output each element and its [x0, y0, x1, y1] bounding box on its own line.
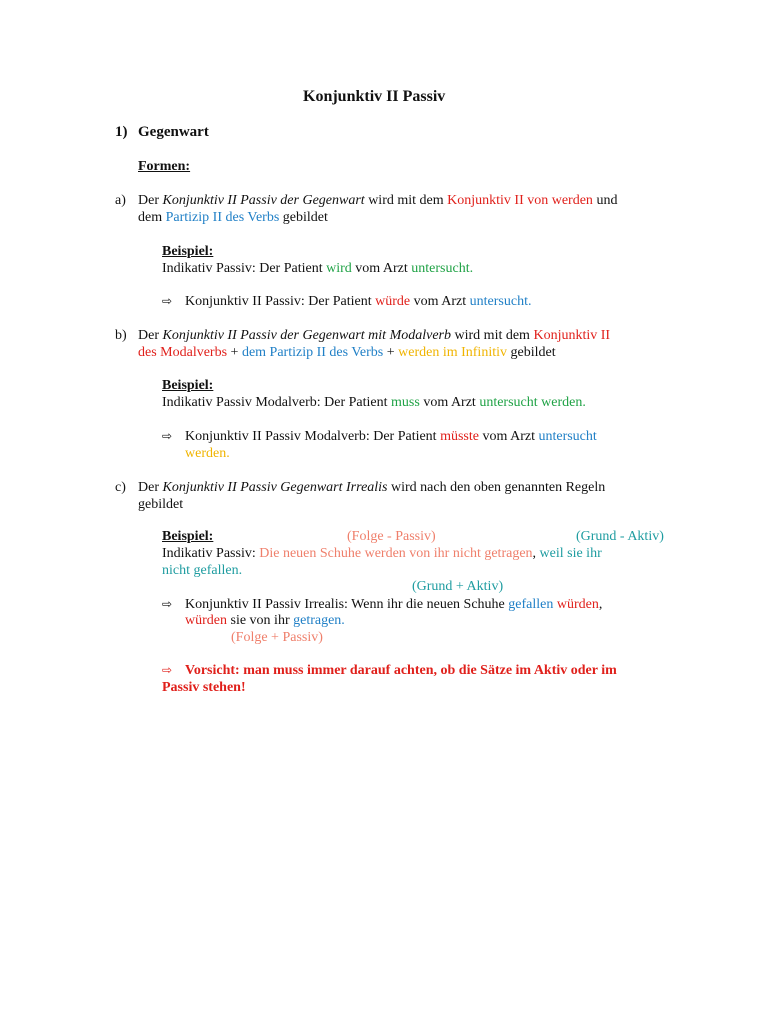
beispiel-label-b: Beispiel:	[162, 378, 214, 393]
konjunktiv-term: Konjunktiv II von werden	[447, 193, 593, 208]
konjunktiv-term: Konjunktiv II	[533, 328, 611, 343]
example-a2	[185, 293, 531, 310]
item-b-line2	[138, 344, 556, 361]
item-marker-a: a)	[115, 193, 126, 208]
item-c-line2: gebildet	[138, 497, 184, 512]
partizip: untersucht.	[411, 261, 474, 276]
term: Konjunktiv II Passiv der Gegenwart mit Modalverb	[162, 328, 452, 343]
text: sie von ihr	[227, 613, 294, 628]
example-c1-line2: nicht gefallen.	[162, 563, 243, 578]
text: ,	[598, 597, 603, 612]
partizip-term: dem Partizip II des Verbs	[241, 345, 384, 360]
arrow-icon: ⇨	[162, 597, 173, 611]
text: gebildet	[279, 210, 328, 225]
warning-arrow-icon: ⇨	[162, 663, 173, 677]
example-a1	[162, 260, 473, 277]
grund-clause: weil sie ihr	[539, 546, 602, 561]
item-marker-b: b)	[115, 328, 127, 343]
partizip: untersucht	[538, 429, 597, 444]
text: Indikativ Passiv Modalverb: Der Patient	[162, 395, 392, 410]
formen-label: Formen:	[138, 159, 191, 174]
text: vom Arzt	[351, 261, 412, 276]
arrow-icon: ⇨	[162, 429, 173, 443]
partizip: getragen.	[293, 613, 345, 628]
arrow-icon: ⇨	[162, 294, 173, 308]
folge-clause: Die neuen Schuhe werden von ihr nicht getragen	[259, 546, 533, 561]
item-a-line2	[138, 209, 328, 226]
verb: wird	[326, 261, 352, 276]
modalverb-term: des Modalverbs	[138, 345, 228, 360]
verb: muss	[391, 395, 420, 410]
warning-line2: Passiv stehen!	[162, 680, 246, 695]
partizip: untersucht.	[469, 294, 532, 309]
annotation-grund-aktiv: (Grund - Aktiv)	[576, 529, 664, 544]
example-b1	[162, 394, 586, 411]
text: vom Arzt	[419, 395, 480, 410]
verb: würde	[375, 294, 411, 309]
example-c2	[185, 596, 602, 613]
grund-verb: gefallen	[508, 597, 554, 612]
text: Konjunktiv II Passiv: Der Patient	[185, 294, 376, 309]
item-a-line1	[138, 192, 617, 209]
text: Indikativ Passiv: Der Patient	[162, 261, 327, 276]
partizip: untersucht werden.	[479, 395, 586, 410]
konjunktiv-verb: würden	[556, 597, 599, 612]
konjunktiv-verb: würden	[185, 613, 227, 628]
beispiel-label-a: Beispiel:	[162, 244, 214, 259]
text: wird mit dem	[364, 193, 448, 208]
beispiel-label-c: Beispiel:	[162, 529, 214, 544]
item-c-line1	[138, 479, 605, 496]
section-title: Gegenwart	[138, 124, 209, 140]
text: gebildet	[507, 345, 556, 360]
annotation-grund-plus-aktiv: (Grund + Aktiv)	[412, 579, 504, 594]
text: Der	[138, 193, 163, 208]
term: Konjunktiv II Passiv der Gegenwart	[162, 193, 365, 208]
text: Konjunktiv II Passiv Modalverb: Der Patient	[185, 429, 441, 444]
term: Konjunktiv II Passiv Gegenwart Irrealis	[162, 480, 388, 495]
text: vom Arzt	[410, 294, 470, 309]
text: wird nach den oben genannten Regeln	[387, 480, 606, 495]
section-number: 1)	[115, 124, 128, 140]
plus: +	[227, 345, 242, 360]
item-b-line1	[138, 327, 610, 344]
annotation-folge-passiv: (Folge - Passiv)	[347, 529, 436, 544]
item-marker-c: c)	[115, 480, 126, 495]
page-title: Konjunktiv II Passiv	[303, 88, 446, 105]
text: Der	[138, 480, 163, 495]
example-c2-line2	[185, 612, 345, 629]
text: und	[592, 193, 618, 208]
annotation-folge-plus-passiv: (Folge + Passiv)	[231, 630, 323, 645]
text: dem	[138, 210, 166, 225]
example-c1	[162, 545, 602, 562]
example-b2	[185, 428, 597, 445]
verb: müsste	[440, 429, 479, 444]
text: Der	[138, 328, 163, 343]
infinitiv-term: werden im Infinitiv	[398, 345, 507, 360]
text: Konjunktiv II Passiv Irrealis: Wenn ihr die neuen Schuhe	[185, 597, 509, 612]
text: wird mit dem	[451, 328, 534, 343]
warning-line1: Vorsicht: man muss immer darauf achten, ob die Sätze im Aktiv oder im	[185, 663, 617, 678]
plus: +	[383, 345, 399, 360]
text: vom Arzt	[478, 429, 539, 444]
partizip-term: Partizip II des Verbs	[165, 210, 280, 225]
example-b2-line2: werden.	[185, 446, 230, 461]
text: Indikativ Passiv:	[162, 546, 260, 561]
text: ,	[532, 546, 540, 561]
